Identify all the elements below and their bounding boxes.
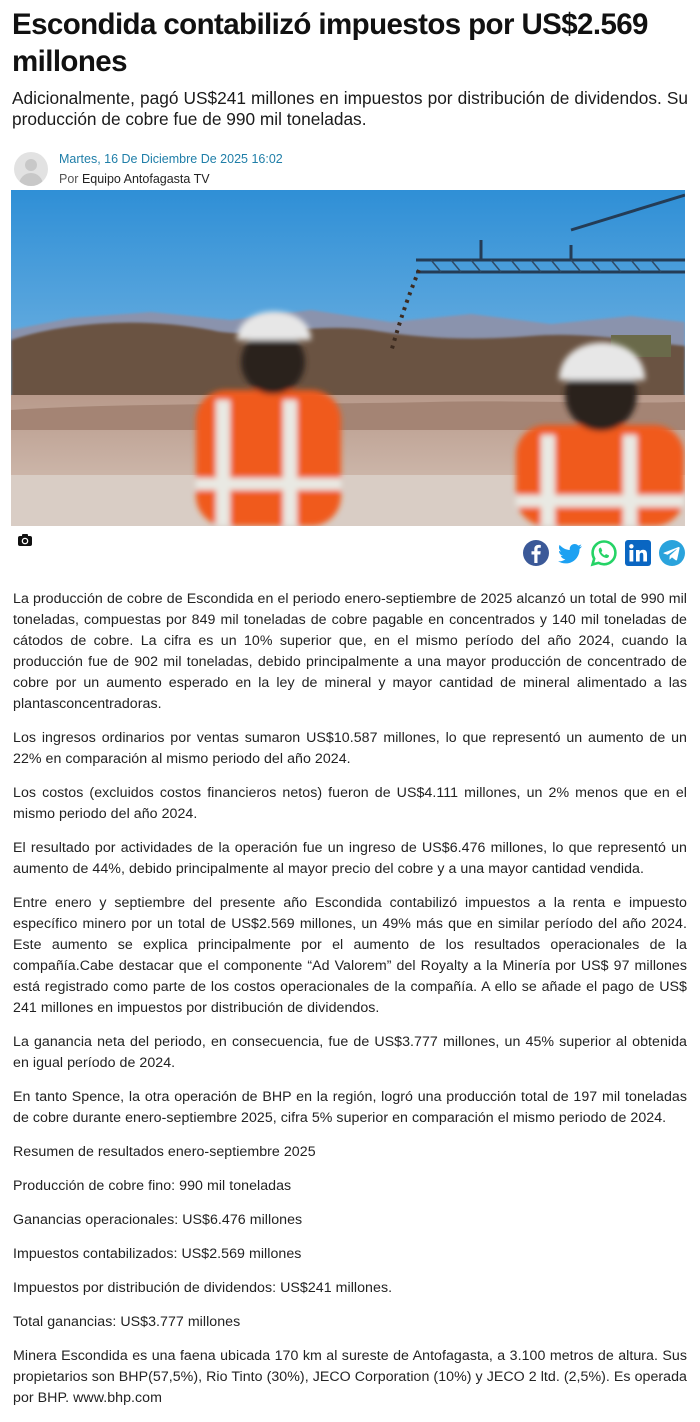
paragraph: En tanto Spence, la otra operación de BHP en la región, logró una producción total de 197 mil toneladas de cobre durante enero-septiembre 2025, cifra 5% superior en comparación el mismo periodo de 2024. [13,1089,687,1126]
byline-prefix: Por [59,172,79,186]
twitter-icon[interactable] [556,539,584,567]
facebook-icon[interactable] [522,539,550,567]
whatsapp-icon[interactable] [590,539,618,567]
paragraph: La producción de cobre de Escondida en el periodo enero-septiembre de 2025 alcanzó un total de 990 mil toneladas, compuestas por 849 mil toneladas de cobre pagable en concentrados y 140 mil toneladas de cátodos de cobre. La cifra es un 10% superior que, en el mismo período del año 2024, cuando la producción fue de 902 mil toneladas, debido principalmente a una mayor producción de concentrado de cobre por un aumento esperado en la ley de mineral y mayor cantidad de mineral alimentado a las plantasconcentradoras. [13,591,687,712]
summary-item: Producción de cobre fino: 990 mil toneladas [13,1178,292,1194]
author-name[interactable]: Equipo Antofagasta TV [81,172,210,186]
article-title: Escondida contabilizó impuestos por US$2.569 millones [12,8,648,78]
summary-heading: Resumen de resultados enero-septiembre 2025 [13,1144,316,1160]
paragraph: El resultado por actividades de la operación fue un ingreso de US$6.476 millones, lo que representó un aumento de 44%, debido principalmente al mayor precio del cobre y a una mayor cantidad vendida. [13,840,687,877]
paragraph: Los ingresos ordinarios por ventas sumaron US$10.587 millones, lo que representó un aumento de un 22% en comparación al mismo periodo del año 2024. [13,730,687,767]
article-body [13,589,687,1422]
paragraph: La ganancia neta del periodo, en consecuencia, fue de US$3.777 millones, un 45% superior al obtenida en igual período de 2024. [13,1034,687,1071]
byline [59,172,210,186]
summary-item: Ganancias operacionales: US$6.476 millones [13,1212,303,1228]
share-bar [522,539,686,567]
paragraph: Entre enero y septiembre del presente año Escondida contabilizó impuestos a la renta e impuesto específico minero por un total de US$2.569 millones, un 49% más que en similar período del año 2024. Este aumento se explica principalmente por el aumento de los resultados operacionales de la compañía.Cabe destacar que el componente “Ad Valorem” del Royalty a la Minería por US$ 97 millones está registrado como parte de los costos operacionales de la compañía. A ello se añade el pago de US$ 241 millones en impuestos por distribución de dividendos. [13,895,687,1016]
paragraph: Minera Escondida es una faena ubicada 170 km al sureste de Antofagasta, a 3.100 metros de altura. Sus propietarios son BHP(57,5%), Rio Tinto (30%), JECO Corporation (10%) y JECO 2 ltd. (2,5%). Es operada por BHP. www.bhp.com [13,1348,687,1406]
summary-item: Impuestos contabilizados: US$2.569 millones [13,1246,302,1262]
publish-date: Martes, 16 De Diciembre De 2025 16:02 [59,152,283,166]
linkedin-icon[interactable] [624,539,652,567]
author-avatar[interactable] [14,152,48,186]
summary-item: Total ganancias: US$3.777 millones [13,1314,241,1330]
paragraph: Los costos (excluidos costos financieros netos) fueron de US$4.111 millones, un 2% menos que en el mismo periodo del año 2024. [13,785,687,822]
camera-icon[interactable] [17,533,33,547]
summary-item: Impuestos por distribución de dividendos: US$241 millones. [13,1280,393,1296]
article-subtitle: Adicionalmente, pagó US$241 millones en impuestos por distribución de dividendos. Su producción de cobre fue de 990 mil toneladas. [12,88,688,129]
hero-image[interactable] [11,190,685,526]
telegram-icon[interactable] [658,539,686,567]
